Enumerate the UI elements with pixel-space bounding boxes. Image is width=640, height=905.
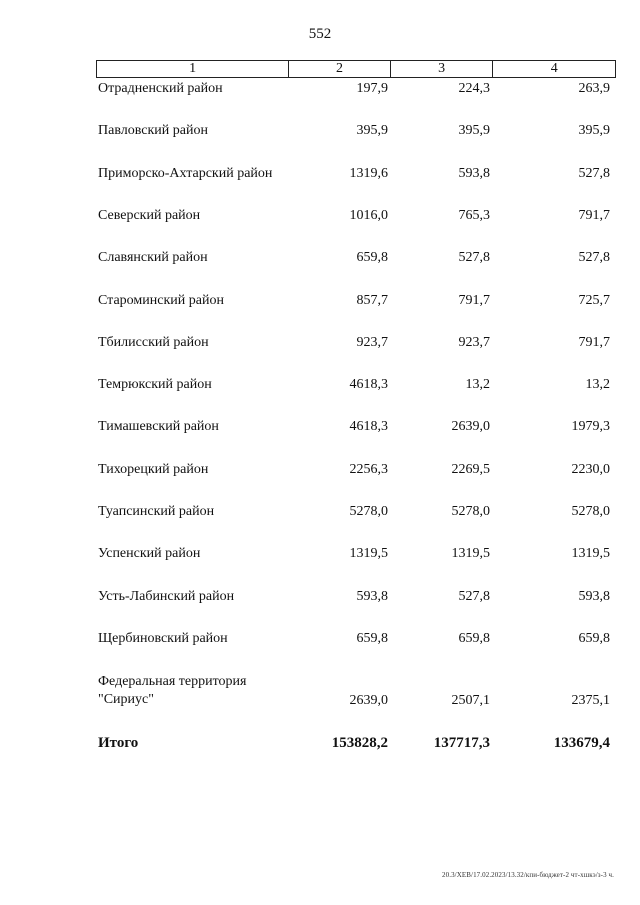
row-value-col4: 593,8 [578, 589, 610, 604]
row-value-col4: 5278,0 [571, 504, 610, 519]
row-value-col3: 593,8 [458, 166, 490, 181]
row-value-col3: 1319,5 [451, 546, 490, 561]
table-header [96, 60, 616, 78]
row-value-col4: 13,2 [585, 377, 610, 392]
row-name-line2: "Сириус" [98, 692, 154, 707]
row-value-col3: 923,7 [458, 335, 490, 350]
header-col-4: 4 [492, 61, 615, 77]
row-value-col2: 1319,5 [349, 546, 388, 561]
row-value-col2: 857,7 [356, 293, 388, 308]
row-name: Славянский район [98, 250, 208, 265]
total-value-col3: 137717,3 [433, 735, 490, 751]
row-value-col2: 395,9 [356, 123, 388, 138]
row-value-col4: 2230,0 [571, 462, 610, 477]
row-name: Павловский район [98, 123, 208, 138]
total-value-col2: 153828,2 [331, 735, 388, 751]
row-name: Темрюкский район [98, 377, 212, 392]
row-value-col3: 527,8 [458, 250, 490, 265]
row-value-col2: 2639,0 [349, 693, 388, 708]
row-value-col2: 4618,3 [349, 377, 388, 392]
row-value-col3: 5278,0 [451, 504, 490, 519]
row-name: Усть-Лабинский район [98, 589, 235, 604]
row-value-col2: 659,8 [356, 631, 388, 646]
total-label: Итого [98, 735, 139, 751]
row-name: Успенский район [98, 546, 201, 561]
row-value-col2: 197,9 [356, 81, 388, 96]
row-value-col4: 395,9 [578, 123, 610, 138]
row-value-col2: 923,7 [356, 335, 388, 350]
row-value-col3: 395,9 [458, 123, 490, 138]
row-name: Приморско-Ахтарский район [98, 166, 273, 181]
row-value-col2: 659,8 [356, 250, 388, 265]
header-col-2: 2 [288, 61, 390, 77]
page-number: 552 [308, 26, 332, 42]
total-value-col4: 133679,4 [553, 735, 610, 751]
row-value-col3: 765,3 [458, 208, 490, 223]
row-value-col3: 2507,1 [451, 693, 490, 708]
row-value-col2: 5278,0 [349, 504, 388, 519]
row-value-col4: 1319,5 [571, 546, 610, 561]
row-name: Щербиновский район [98, 631, 228, 646]
row-value-col4: 2375,1 [571, 693, 610, 708]
row-value-col2: 4618,3 [349, 419, 388, 434]
row-value-col2: 2256,3 [349, 462, 388, 477]
row-name: Отрадненский район [98, 81, 223, 96]
row-value-col3: 527,8 [458, 589, 490, 604]
row-value-col3: 659,8 [458, 631, 490, 646]
row-name: Староминский район [98, 293, 224, 308]
row-name: Северский район [98, 208, 201, 223]
row-value-col2: 593,8 [356, 589, 388, 604]
row-value-col4: 791,7 [578, 208, 610, 223]
row-value-col4: 791,7 [578, 335, 610, 350]
row-value-col4: 527,8 [578, 166, 610, 181]
header-col-1: 1 [189, 61, 197, 76]
row-value-col3: 2269,5 [451, 462, 490, 477]
footer-note: 20.3/ХЕВ/17.02.2023/13.32/кпи-бюджет-2 чт-хшкэ/з-3 ч. [442, 871, 614, 879]
row-value-col4: 725,7 [578, 293, 610, 308]
header-col-3: 3 [390, 61, 493, 77]
row-value-col3: 224,3 [458, 81, 490, 96]
row-name [98, 673, 298, 709]
row-value-col2: 1016,0 [349, 208, 388, 223]
row-name: Тимашевский район [98, 419, 219, 434]
row-name: Туапсинский район [98, 504, 215, 519]
table-row-federal [96, 673, 616, 713]
row-value-col3: 2639,0 [451, 419, 490, 434]
row-name: Тбилисский район [98, 335, 209, 350]
row-value-col4: 1979,3 [571, 419, 610, 434]
row-value-col4: 263,9 [578, 81, 610, 96]
row-value-col4: 527,8 [578, 250, 610, 265]
row-name: Тихорецкий район [98, 462, 209, 477]
row-value-col4: 659,8 [578, 631, 610, 646]
row-value-col3: 13,2 [465, 377, 490, 392]
row-name-line1: Федеральная территория [98, 674, 247, 689]
row-value-col2: 1319,6 [349, 166, 388, 181]
row-value-col3: 791,7 [458, 293, 490, 308]
